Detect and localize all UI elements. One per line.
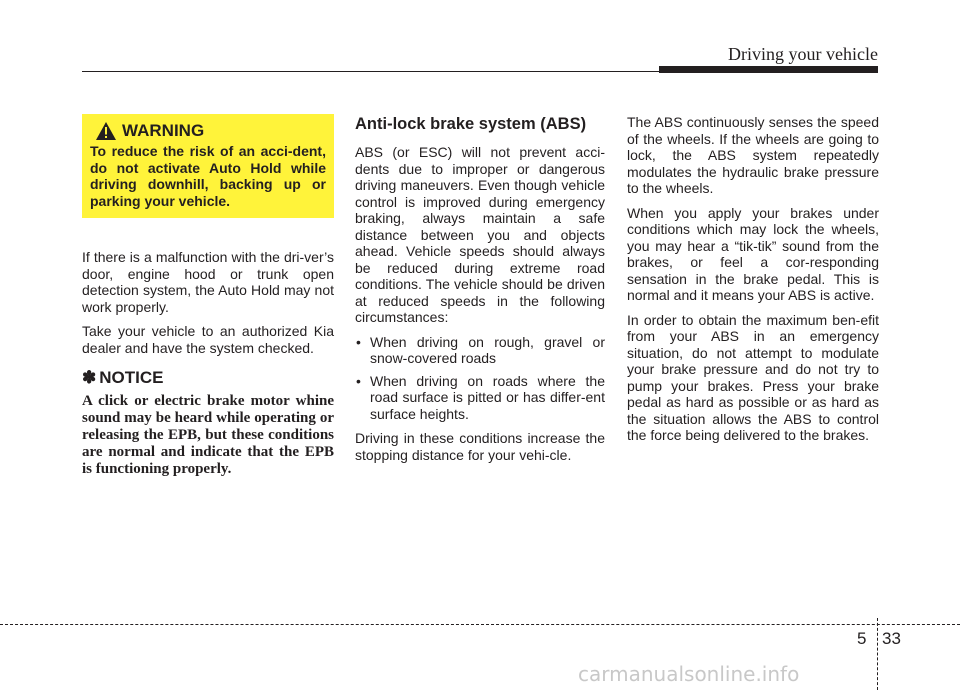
warning-triangle-icon bbox=[95, 121, 117, 141]
warning-header bbox=[90, 121, 326, 141]
paragraph: In order to obtain the maximum ben-efit from your ABS in an emergency situation, do not attempt to modulate your brake pressure and do not try to pump your brakes. Press your brake pedal as hard as possible or as hard as the situation allows the ABS to control the force being delivered to the brakes. bbox=[627, 311, 879, 443]
column-left bbox=[82, 114, 334, 486]
section-title: Anti-lock brake system (ABS) bbox=[355, 115, 587, 133]
page-number: 33 bbox=[882, 629, 901, 648]
header-rule-thick bbox=[659, 66, 878, 73]
footer-divider bbox=[877, 618, 878, 690]
warning-text: To reduce the risk of an acci-dent, do not activate Auto Hold while driving downhill, backing up or parking your vehicle. bbox=[90, 143, 326, 209]
notice-header bbox=[82, 370, 334, 387]
paragraph: If there is a malfunction with the dri-ver’s door, engine hood or trunk open detection system, the Auto Hold may not work properly. bbox=[82, 249, 334, 315]
paragraph: Take your vehicle to an authorized Kia dealer and have the system checked. bbox=[82, 323, 334, 356]
paragraph: Driving in these conditions increase the stopping distance for your vehi-cle. bbox=[355, 430, 605, 463]
paragraph: ABS (or ESC) will not prevent acci-dents due to improper or dangerous driving maneuvers. Even though vehicle control is improved during emergency braking, always maintain a safe distance between you and objects ahead. Vehicle speeds should always be reduced during extreme road conditions. The vehicle should be driven at reduced speeds in the following circumstances: bbox=[355, 144, 605, 325]
warning-box bbox=[82, 114, 334, 218]
column-middle bbox=[355, 114, 605, 471]
list-item: • When driving on roads where the road surface is pitted or has differ-ent surface heights. bbox=[355, 373, 605, 423]
header-rule-thin bbox=[82, 71, 682, 72]
notice-title: NOTICE bbox=[99, 368, 164, 387]
footer-rule bbox=[0, 624, 960, 625]
list-item: • When driving on rough, gravel or snow-covered roads bbox=[355, 334, 605, 367]
notice-text: A click or electric brake motor whine sound may be heard while operating or releasing the EPB, but these conditions are normal and indicate that the EPB is functioning properly. bbox=[82, 392, 334, 477]
watermark: carmanualsonline.info bbox=[578, 662, 800, 686]
column-right bbox=[627, 114, 879, 452]
bullet-list bbox=[355, 334, 605, 423]
warning-title: WARNING bbox=[122, 120, 205, 140]
section-number: 5 bbox=[857, 629, 867, 648]
notice-star-icon: ✽ bbox=[82, 368, 97, 387]
paragraph: When you apply your brakes under conditions which may lock the wheels, you may hear a “tik-tik” sound from the brakes, or feel a cor-responding sensation in the brake pedal. This is normal and it means your ABS is active. bbox=[627, 204, 879, 303]
paragraph: The ABS continuously senses the speed of the wheels. If the wheels are going to lock, the ABS system repeatedly modulates the hydraulic brake pressure to the wheels. bbox=[627, 114, 879, 196]
page-header-title: Driving your vehicle bbox=[728, 44, 878, 64]
